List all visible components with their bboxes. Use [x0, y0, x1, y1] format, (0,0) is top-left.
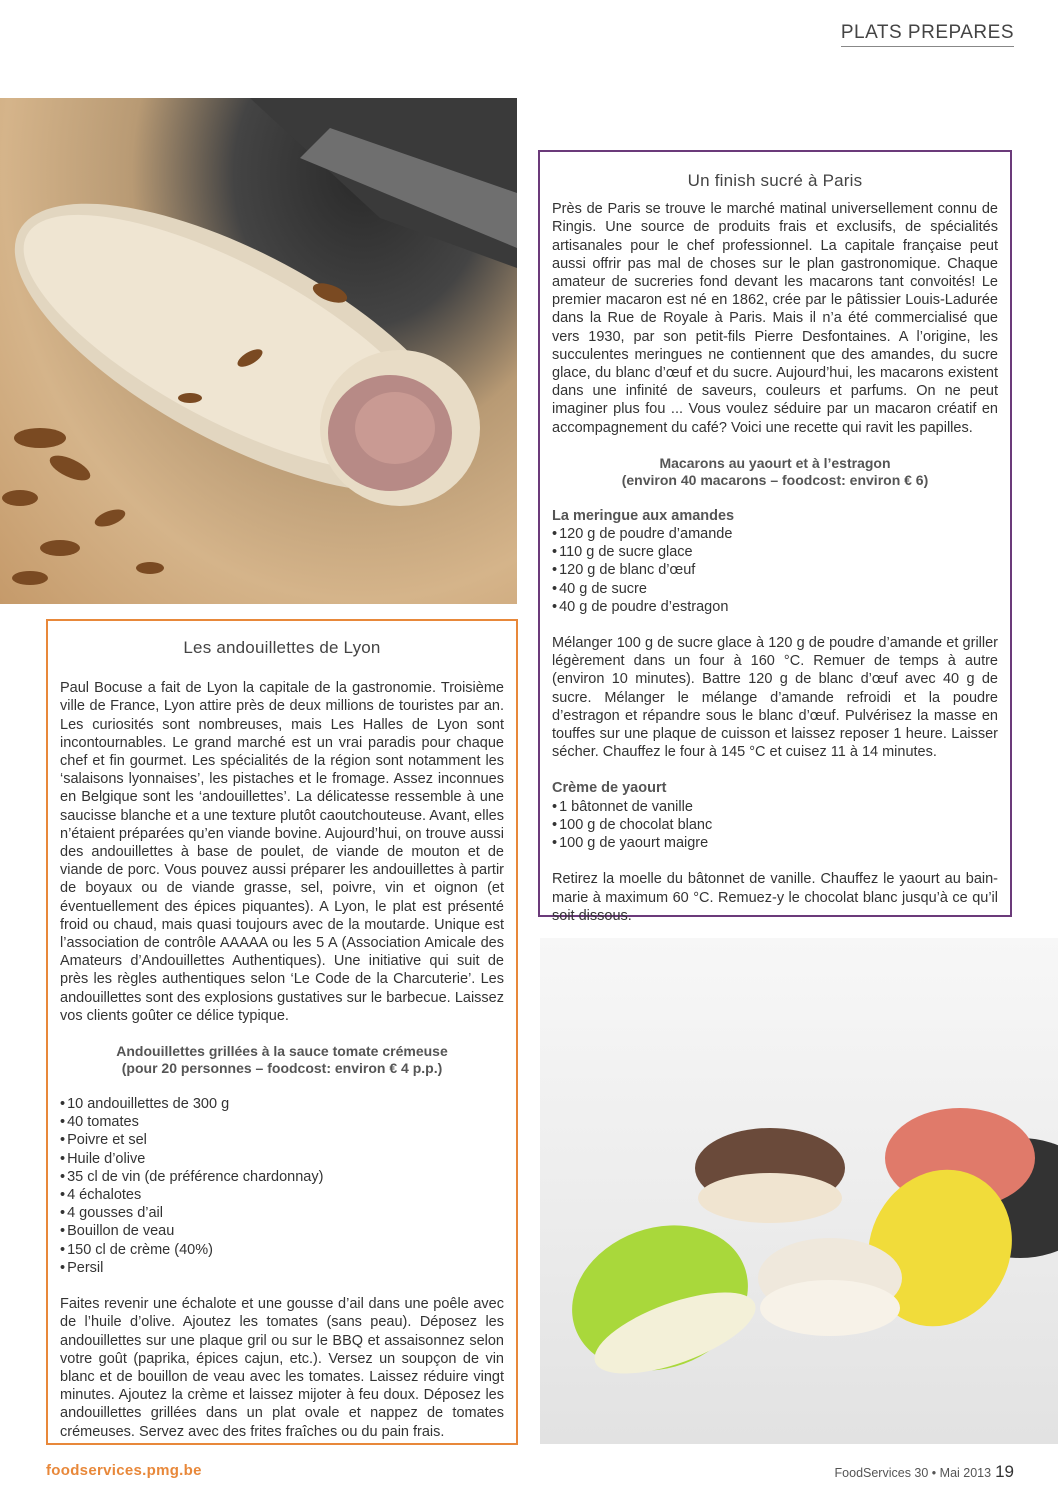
paris-recipe-heading [552, 455, 998, 489]
meringue-method: Mélanger 100 g de sucre glace à 120 g de poudre d’amande et griller légèrement dans un four à 160 °C. Remuer de temps à autre (environ 10 minutes). Battre 120 g de blanc d’œuf avec 40 g de sucre. Mélanger le mélange d’amande refroidi et la poudre d’estragon et répandre sous le blanc d’œuf. Pulvérisez la masse en touffes sur une plaque de cuisson et laissez reposer 1 heure. Laisser sécher. Chauffez le four à 145 °C et cuisez 11 à 14 minutes. [552, 635, 998, 761]
list-item: • 40 tomates [60, 1113, 504, 1131]
list-item: • 40 g de sucre [552, 580, 998, 598]
list-item: • 100 g de chocolat blanc [552, 816, 998, 834]
macarons-illustration [540, 938, 1058, 1444]
lyon-intro: Paul Bocuse a fait de Lyon la capitale de la gastronomie. Troisième ville de France, Lyon attire près de deux millions de touristes par an. Les curiosités sont nombreuses, mais Les Halles de Lyon sont incontournables. Le grand marché est un vrai paradis pour chaque chef et fin gourmet. Les spécialités de la région sont notamment les ‘salaisons lyonnaises’, les pistaches et le fromage. Assez inconnues en Belgique sont les ‘andouillettes’. La délicatesse ressemble à une saucisse blanche et a une texture plutôt caoutchouteuse. Avant, elles n’étaient préparées qu’en viande bovine. Aujourd’hui, on trouve aussi des andouillettes à base de poulet, de viande de mouton et de viande de porc. Vous pouvez aussi préparer les andouillettes à partir de boyaux ou de viande grasse, sel, poivre, vin et oignon (et éventuellement des épices piquantes). A Lyon, le plat est présenté froid ou chaud, mais quasi toujours avec de la moutarde. Unique est l’association de contrôle AAAAA ou les 5 A (Association Amicale des Amateurs d’Andouillettes Authentiques). Une initiative qui suit de près les règles authentiques selon ‘Le Code de la Charcuterie’. Les andouillettes sont des explosions gustatives sur le barbecue. Laissez vos clients goûter ce délice typique. [60, 680, 504, 1024]
list-item: • 35 cl de vin (de préférence chardonnay) [60, 1168, 504, 1186]
list-item: • Persil [60, 1259, 504, 1277]
sausage-illustration [0, 98, 517, 604]
lyon-title: Les andouillettes de Lyon [183, 638, 381, 657]
cream-title: Crème de yaourt [552, 780, 667, 797]
paris-recipe-title: Macarons au yaourt et à l’estragon [659, 454, 891, 471]
cream-list [552, 798, 998, 853]
paris-recipe-subtitle: (environ 40 macarons – foodcost: environ € 6) [621, 471, 929, 488]
list-item: • 4 gousses d’ail [60, 1204, 504, 1222]
list-item: • 1 bâtonnet de vanille [552, 798, 998, 816]
list-item: • 120 g de poudre d’amande [552, 525, 998, 543]
list-item: • Huile d’olive [60, 1150, 504, 1168]
list-item: • 110 g de sucre glace [552, 543, 998, 561]
list-item: • 4 échalotes [60, 1186, 504, 1204]
cream-method: Retirez la moelle du bâtonnet de vanille. Chauffez le yaourt au bain-marie à maximum 60 °C. Remuez-y le chocolat blanc jusqu’à ce qu’il soit dissous. [552, 871, 998, 924]
footer-website: foodservices.pmg.be [46, 1462, 202, 1479]
list-item: • 120 g de blanc d’œuf [552, 561, 998, 579]
andouillette-photo [0, 98, 517, 604]
section-tag: PLATS PREPARES [841, 22, 1014, 47]
list-item: • 100 g de yaourt maigre [552, 834, 998, 852]
footer-issue [835, 1462, 1014, 1482]
list-item: • 10 andouillettes de 300 g [60, 1095, 504, 1113]
list-item: • 150 cl de crème (40%) [60, 1241, 504, 1259]
meringue-list [552, 525, 998, 616]
lyon-method: Faites revenir une échalote et une gousse d’ail dans une poêle avec de l’huile d’olive. Ajoutez les tomates (sans peau). Déposez les andouillettes sur une plaque gril ou sur le BBQ et assaisonnez selon votre goût (paprika, épices cajun, etc.). Versez un soupçon de vin blanc et de bouillon de veau avec les tomates. Laissez réduire vingt minutes. Ajoutez la crème et laissez mijoter à feu doux. Déposez les andouillettes grillées dans un plat ovale et nappez de tomates crémeuses. Servez avec des frites fraîches ou du pain frais. [60, 1296, 504, 1440]
macarons-photo [540, 938, 1058, 1444]
list-item: • 40 g de poudre d’estragon [552, 598, 998, 616]
paris-intro: Près de Paris se trouve le marché matinal universellement connu de Ringis. Une source de produits frais et exclusifs, de spécialités artisanales pour le chef professionnel. La capitale française peut aussi offrir pas mal de choses sur le plan gastronomique. Chaque amateur de sucreries fond devant les macarons tant convoités! Le premier macaron est né en 1862, crée par le pâtissier Louis-Ladurée dans la Rue de Royale à Paris. Mais il n’a été commercialisé que vers 1930, par son petit-fils Pierre Desfontaines. A l’origine, les succulentes meringues ne contiennent que des amandes, du sucre glace, du blanc d’œuf et du sucre. Aujourd’hui, les macarons existent dans une infinité de saveurs, couleurs et parfums. On ne peut imaginer plus fou ... Vous voulez séduire par un macaron créatif en accompagnement du café? Voici une recette qui ravit les papilles. [552, 201, 998, 436]
lyon-recipe-title: Andouillettes grillées à la sauce tomate crémeuse [116, 1043, 448, 1060]
list-item: • Poivre et sel [60, 1131, 504, 1149]
meringue-title: La meringue aux amandes [552, 507, 735, 524]
lyon-recipe-subtitle: (pour 20 personnes – foodcost: environ € 4 p.p.) [121, 1060, 443, 1077]
lyon-article-box [46, 619, 518, 1445]
paris-article-box [538, 150, 1012, 924]
list-item: • Bouillon de veau [60, 1222, 504, 1240]
lyon-ingredient-list [60, 1095, 504, 1277]
paris-title: Un finish sucré à Paris [687, 171, 863, 190]
page-number: 19 [995, 1462, 1014, 1481]
issue-label: FoodServices 30 • Mai 2013 [834, 1466, 992, 1480]
lyon-recipe-heading [60, 1043, 504, 1077]
